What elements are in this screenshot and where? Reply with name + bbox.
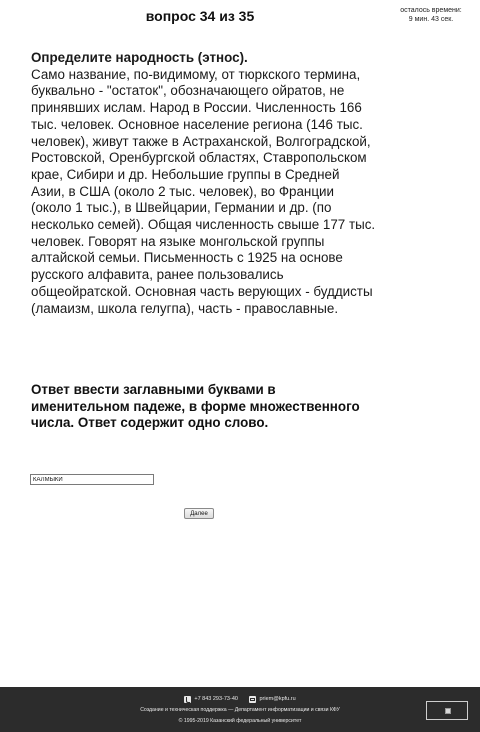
footer-copyright: © 1995-2019 Казанский федеральный университет: [178, 718, 302, 724]
email-address: priem@kpfu.ru: [259, 696, 296, 702]
question-counter: вопрос 34 из 35: [145, 8, 255, 24]
answer-input[interactable]: [30, 474, 154, 485]
next-button[interactable]: Далее: [184, 508, 214, 519]
timer-value: 9 мин. 43 сек.: [408, 16, 454, 23]
timer-label: осталось времени:: [400, 7, 462, 14]
phone-icon: [184, 696, 191, 703]
footer-image-link[interactable]: [426, 701, 468, 720]
mail-icon: [249, 696, 256, 703]
phone-contact[interactable]: [184, 696, 238, 703]
timer: [396, 6, 466, 24]
question-block: [31, 50, 376, 317]
email-contact[interactable]: [249, 696, 295, 703]
phone-number: +7 843 293-73-40: [194, 696, 238, 702]
broken-image-icon: [445, 708, 451, 714]
answer-instruction: Ответ ввести заглавными буквами в именительном падеже, в форме множественного числа. Ответ содержит одно слово.: [31, 382, 360, 431]
question-heading: Определите народность (этнос).: [31, 50, 248, 65]
footer-contacts: [0, 696, 480, 706]
question-text: Само название, по-видимому, от тюркского термина, буквально - "остаток", обозначающего ойратов, не принявших ислам. Народ в России. Численность 166 тыс. человек. Основное население региона (146 тыс. человек), живут также в Астраханской, Волгоградской, Ростовской, Оренбургской областях, Ставропольском крае, Сибири и др. Небольшие группы в Средней Азии, в США (около 2 тыс. человек), во Франции (около 1 тыс.), в Швейцарии, Германии и др. (по несколько семей). Общая численность свыше 177 тыс. человек. Говорят на языке монгольской группы алтайской семьи. Письменность с 1925 на основе русского алфавита, ранее пользовались общеойратской. Основная часть верующих - буддисты (ламаизм, школа гелугпа), часть - православные.: [31, 66, 376, 316]
footer: [0, 687, 480, 732]
footer-support: Создание и техническая поддержка — Департамент информатизации и связи КФУ: [140, 707, 340, 713]
